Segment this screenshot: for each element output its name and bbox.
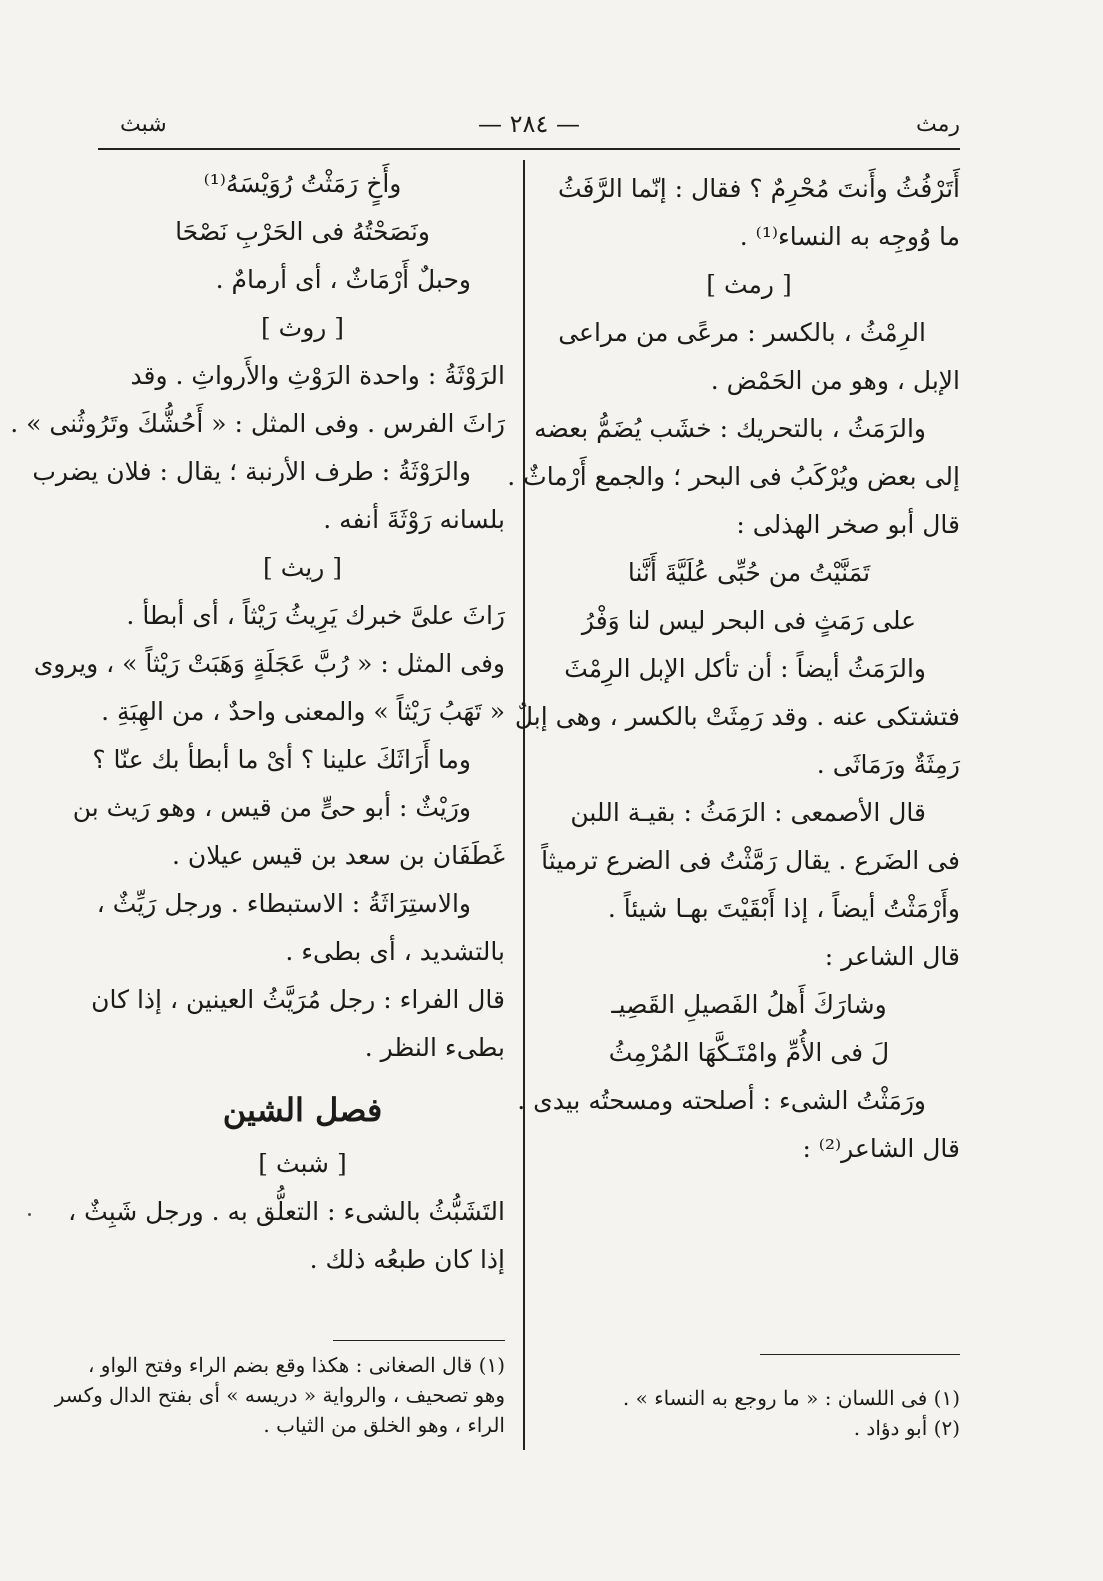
footnote: الراء ، وهو الخلق من الثياب . xyxy=(263,1413,505,1437)
header-right-word: رمث xyxy=(915,112,960,137)
text-line: وحبلٌ أَرْمَاثٌ ، أى أرمامٌ . xyxy=(215,265,471,294)
text-line: الرِمْثُ ، بالكسر : مرعًى من مراعى xyxy=(558,318,926,347)
text-line: والرَوْثَةُ : طرف الأرنبة ؛ يقال : فلان يضرب xyxy=(32,457,471,486)
text-line: قال الشاعر : xyxy=(824,942,960,971)
text-line: بالتشديد ، أى بطىء . xyxy=(285,937,505,966)
footnote-rule xyxy=(760,1354,960,1355)
text-line: بلسانه رَوْثَةَ أنفه . xyxy=(323,505,505,534)
footnote: وهو تصحيف ، والرواية « دريسه » أى بفتح الدال وكسر xyxy=(54,1383,505,1407)
page-number: — ٢٨٤ — xyxy=(478,110,580,138)
entry-heading: [ رمث ] xyxy=(706,270,792,299)
text-line: رَاثَ علىَّ خبرك يَرِيثُ رَيْثاً ، أى أبطأ . xyxy=(126,601,505,630)
text-line: ورَمَثْتُ الشىء : أصلحته ومسحتُه بيدى . xyxy=(517,1086,926,1115)
text-line: إذا كان طبعُه ذلك . xyxy=(309,1245,505,1274)
text-line: التَشَبُّثُ بالشىء : التعلُّق به . ورجل شَبِثٌ ، xyxy=(68,1197,505,1226)
verse-line: على رَمَثٍ فى البحر ليس لنا وَفْرُ xyxy=(581,606,917,635)
verse-line: ونَصَحْتُهُ فى الحَرْبِ نَصْحَا xyxy=(175,217,430,246)
text-line: رَاثَ الفرس . وفى المثل : « أَحُشُّكَ وتَرُوثُنى » . xyxy=(10,409,505,438)
text-line: والرَمَثُ أيضاً : أن تأكل الإبل الرِمْثَ xyxy=(564,654,926,683)
verse-line: تَمَنَّيْتُ من حُبِّى عُلَيَّةَ أَنَّنا xyxy=(627,558,871,587)
text-line: غَطَفَان بن سعد بن قيس عيلان . xyxy=(171,841,505,870)
text-line: قال الشاعر⁽²⁾ : xyxy=(802,1134,960,1163)
text-line: قال أبو صخر الهذلى : xyxy=(736,510,960,539)
text-line: أَتَرْفُثُ وأَنتَ مُحْرِمٌ ؟ فقال : إنّما الرَّفَثُ xyxy=(557,174,960,203)
entry-heading: [ ريث ] xyxy=(263,553,342,582)
verse-line: لَ فى الأُمِّ وامْتَـكَّهَا المُرْمِثُ xyxy=(608,1038,890,1067)
header-left-word: شبث xyxy=(120,112,167,137)
footnote: (١) فى اللسان : « ما روجع به النساء » . xyxy=(622,1386,960,1410)
text-line: رَمِثَةٌ ورَمَاثَى . xyxy=(816,750,960,779)
right-footnotes xyxy=(622,1383,960,1443)
text-line: الرَوْثَةُ : واحدة الرَوْثِ والأَرواثِ . وقد xyxy=(130,361,505,390)
text-line: ورَيْثٌ : أبو حىٍّ من قيس ، وهو رَيث بن xyxy=(72,793,471,822)
left-column xyxy=(10,160,505,1284)
text-line: إلى بعض ويُرْكَبُ فى البحر ؛ والجمع أَرْماثٌ . xyxy=(507,462,960,491)
text-line: قال الفراء : رجل مُرَيَّثُ العينين ، إذا كان xyxy=(91,985,505,1014)
text-line: فتشتكى عنه . وقد رَمِثَتْ بالكسر ، وهى إبلٌ xyxy=(514,702,960,731)
text-line: « تَهَبُ رَيْثاً » والمعنى واحدٌ ، من الهِبَةِ . xyxy=(101,697,505,726)
section-heading: فصل الشين xyxy=(222,1091,383,1129)
left-footnotes xyxy=(54,1350,505,1440)
text-line: قال الأصمعى : الرَمَثُ : بقيـة اللبن xyxy=(570,798,926,827)
ink-speck xyxy=(28,1213,31,1216)
verse-line: وشارَكَ أَهلُ الفَصيلِ القَصِيـ xyxy=(611,990,887,1019)
entry-heading: [ روث ] xyxy=(260,313,345,342)
text-line: والرَمَثُ ، بالتحريك : خشَب يُضَمُّ بعضه xyxy=(534,414,926,443)
text-line: ما وُوجِه به النساء⁽¹⁾ . xyxy=(739,222,960,251)
text-line: والاستِرَاثَةُ : الاستبطاء . ورجل رَيِّثٌ ، xyxy=(96,889,471,918)
text-line: فى الضَرع . يقال رَمَّثْتُ فى الضرع ترميثاً xyxy=(541,846,960,875)
text-line: وأَرْمَثْتُ أيضاً ، إذا أَبْقَيْتَ بهـا شيئاً . xyxy=(607,894,960,923)
verse-line: وأَخٍ رَمَثْتُ رُوَيْسَهُ⁽¹⁾ xyxy=(203,169,402,198)
entry-heading: [ شبث ] xyxy=(258,1149,347,1178)
right-column xyxy=(507,165,960,1173)
text-line: وما أَرَاثَكَ علينا ؟ أىْ ما أبطأ بك عنّا ؟ xyxy=(92,745,471,774)
column-divider xyxy=(523,160,525,1450)
text-line: وفى المثل : « رُبَّ عَجَلَةٍ وَهَبَتْ رَيْثاً » ، ويروى xyxy=(33,649,505,678)
footnote: (١) قال الصغانى : هكذا وقع بضم الراء وفتح الواو ، xyxy=(87,1353,505,1377)
page-header xyxy=(98,108,960,150)
footnote: (٢) أبو دؤاد . xyxy=(853,1416,960,1440)
text-line: بطىء النظر . xyxy=(364,1033,505,1062)
text-line: الإبل ، وهو من الحَمْض . xyxy=(710,366,960,395)
footnote-rule xyxy=(333,1340,505,1341)
